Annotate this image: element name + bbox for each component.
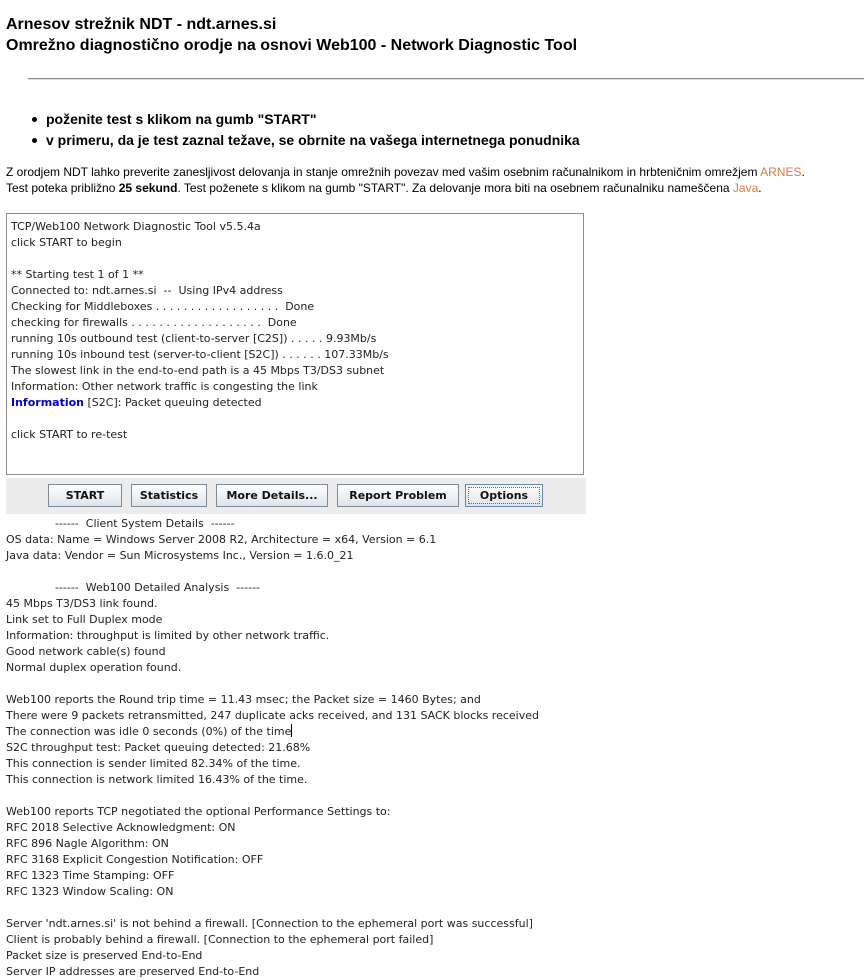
result-line	[6, 596, 539, 612]
result-text: Server IP addresses are preserved End-to-End	[6, 965, 260, 978]
console-info-line	[11, 395, 579, 411]
result-text: This connection is sender limited 82.34% of the time.	[6, 757, 301, 770]
result-line	[6, 804, 539, 820]
result-text: Packet size is preserved End-to-End	[6, 949, 203, 962]
result-text: Client is probably behind a firewall. [Connection to the ephemeral port failed]	[6, 933, 434, 946]
result-line	[6, 772, 539, 788]
arnes-link[interactable]: ARNES	[760, 165, 802, 179]
console-line: click START to begin	[11, 236, 122, 249]
result-text: This connection is network limited 16.43% of the time.	[6, 773, 308, 786]
result-line	[6, 580, 539, 596]
result-line	[6, 756, 539, 772]
result-text: The connection was idle 0 seconds (0%) of the time	[6, 725, 292, 738]
java-link[interactable]: Java	[732, 181, 759, 195]
result-line	[6, 628, 539, 644]
result-line	[6, 516, 539, 532]
title-line-2: Omrežno diagnostično orodje na osnovi Web100 - Network Diagnostic Tool	[6, 37, 578, 54]
console-retest-line: click START to re-test	[11, 428, 128, 441]
console-blank-line	[11, 411, 579, 427]
console-line: running 10s outbound test (client-to-server [C2S]) . . . . . 9.93Mb/s	[11, 332, 377, 345]
result-line	[6, 564, 539, 580]
result-text: Good network cable(s) found	[6, 645, 166, 658]
result-line	[6, 676, 539, 692]
intro-period-2: .	[758, 181, 762, 195]
result-line	[6, 916, 539, 932]
result-line	[6, 932, 539, 948]
options-button[interactable]: Options	[465, 484, 543, 507]
console-line: checking for firewalls . . . . . . . . . . . . . . . . . . . Done	[11, 316, 297, 329]
result-text: Java data: Vendor = Sun Microsystems Inc., Version = 1.6.0_21	[6, 549, 354, 562]
result-text: OS data: Name = Windows Server 2008 R2, Architecture = x64, Version = 6.1	[6, 533, 437, 546]
intro-sentence-1: Z orodjem NDT lahko preverite zanesljivost delovanja in stanje omrežnih povezav med vašim osebnim računalnikom in hrbteničnim omrežjem	[6, 165, 761, 179]
console-line: TCP/Web100 Network Diagnostic Tool v5.5.4a	[11, 220, 261, 233]
result-line	[6, 660, 539, 676]
result-text: Normal duplex operation found.	[6, 661, 182, 674]
test-console[interactable]	[6, 213, 584, 475]
console-line: The slowest link in the end-to-end path is a 45 Mbps T3/DS3 subnet	[11, 364, 385, 377]
test-duration: 25 sekund	[118, 181, 178, 195]
horizontal-divider	[28, 78, 864, 80]
report-problem-button[interactable]: Report Problem	[337, 484, 459, 507]
result-text: ------ Web100 Detailed Analysis ------	[6, 581, 261, 594]
more-details-button[interactable]: More Details...	[216, 484, 328, 507]
result-text: 45 Mbps T3/DS3 link found.	[6, 597, 158, 610]
result-line	[6, 788, 539, 804]
result-text: There were 9 packets retransmitted, 247 duplicate acks received, and 131 SACK blocks received	[6, 709, 539, 722]
result-text: Server 'ndt.arnes.si' is not behind a firewall. [Connection to the ephemeral port was successful]	[6, 917, 533, 930]
console-lines	[11, 219, 579, 395]
console-line	[11, 251, 579, 267]
result-line	[6, 532, 539, 548]
instruction-list	[30, 109, 580, 151]
result-line	[6, 884, 539, 900]
result-line	[6, 900, 539, 916]
console-line: Connected to: ndt.arnes.si -- Using IPv4 address	[11, 284, 283, 297]
results-panel	[6, 516, 539, 980]
result-text: RFC 1323 Window Scaling: ON	[6, 885, 174, 898]
result-line	[6, 548, 539, 564]
result-text: RFC 896 Nagle Algorithm: ON	[6, 837, 169, 850]
intro-sentence-3: . Test poženete s klikom na gumb "START". Za delovanje mora biti na osebnem računalniku nameščena	[177, 181, 733, 195]
result-line	[6, 852, 539, 868]
result-text: RFC 2018 Selective Acknowledgment: ON	[6, 821, 236, 834]
result-line	[6, 708, 539, 724]
result-text: Link set to Full Duplex mode	[6, 613, 163, 626]
result-text: RFC 3168 Explicit Congestion Notification: OFF	[6, 853, 264, 866]
result-text: Web100 reports the Round trip time = 11.43 msec; the Packet size = 1460 Bytes; and	[6, 693, 481, 706]
console-line: Information: Other network traffic is congesting the link	[11, 380, 318, 393]
instruction-item: v primeru, da je test zaznal težave, se obrnite na vašega internetnega ponudnika	[30, 130, 580, 151]
result-line	[6, 948, 539, 964]
intro-sentence-2: Test poteka približno	[6, 181, 119, 195]
console-line: Checking for Middleboxes . . . . . . . . . . . . . . . . . . Done	[11, 300, 315, 313]
console-line: ** Starting test 1 of 1 **	[11, 268, 144, 281]
info-label: Information	[11, 396, 84, 409]
result-text: ------ Client System Details ------	[6, 517, 235, 530]
intro-text	[6, 164, 866, 196]
result-line	[6, 692, 539, 708]
title-line-1: Arnesov strežnik NDT - ndt.arnes.si	[6, 16, 277, 33]
result-line	[6, 724, 539, 740]
intro-period: .	[801, 165, 805, 179]
result-line	[6, 836, 539, 852]
result-line	[6, 644, 539, 660]
result-text: RFC 1323 Time Stamping: OFF	[6, 869, 175, 882]
result-line	[6, 868, 539, 884]
result-line	[6, 964, 539, 980]
result-text: Web100 reports TCP negotiated the optional Performance Settings to:	[6, 805, 391, 818]
result-text: S2C throughput test: Packet queuing detected: 21.68%	[6, 741, 311, 754]
text-caret	[291, 724, 292, 737]
info-message: [S2C]: Packet queuing detected	[84, 396, 262, 409]
result-text: Information: throughput is limited by other network traffic.	[6, 629, 330, 642]
page-title	[6, 14, 577, 56]
start-button[interactable]: START	[48, 484, 122, 507]
button-toolbar	[6, 478, 586, 514]
statistics-button[interactable]: Statistics	[131, 484, 207, 507]
result-line	[6, 612, 539, 628]
result-line	[6, 820, 539, 836]
result-line	[6, 740, 539, 756]
instruction-item: poženite test s klikom na gumb "START"	[30, 109, 580, 130]
console-line: running 10s inbound test (server-to-client [S2C]) . . . . . . 107.33Mb/s	[11, 348, 389, 361]
